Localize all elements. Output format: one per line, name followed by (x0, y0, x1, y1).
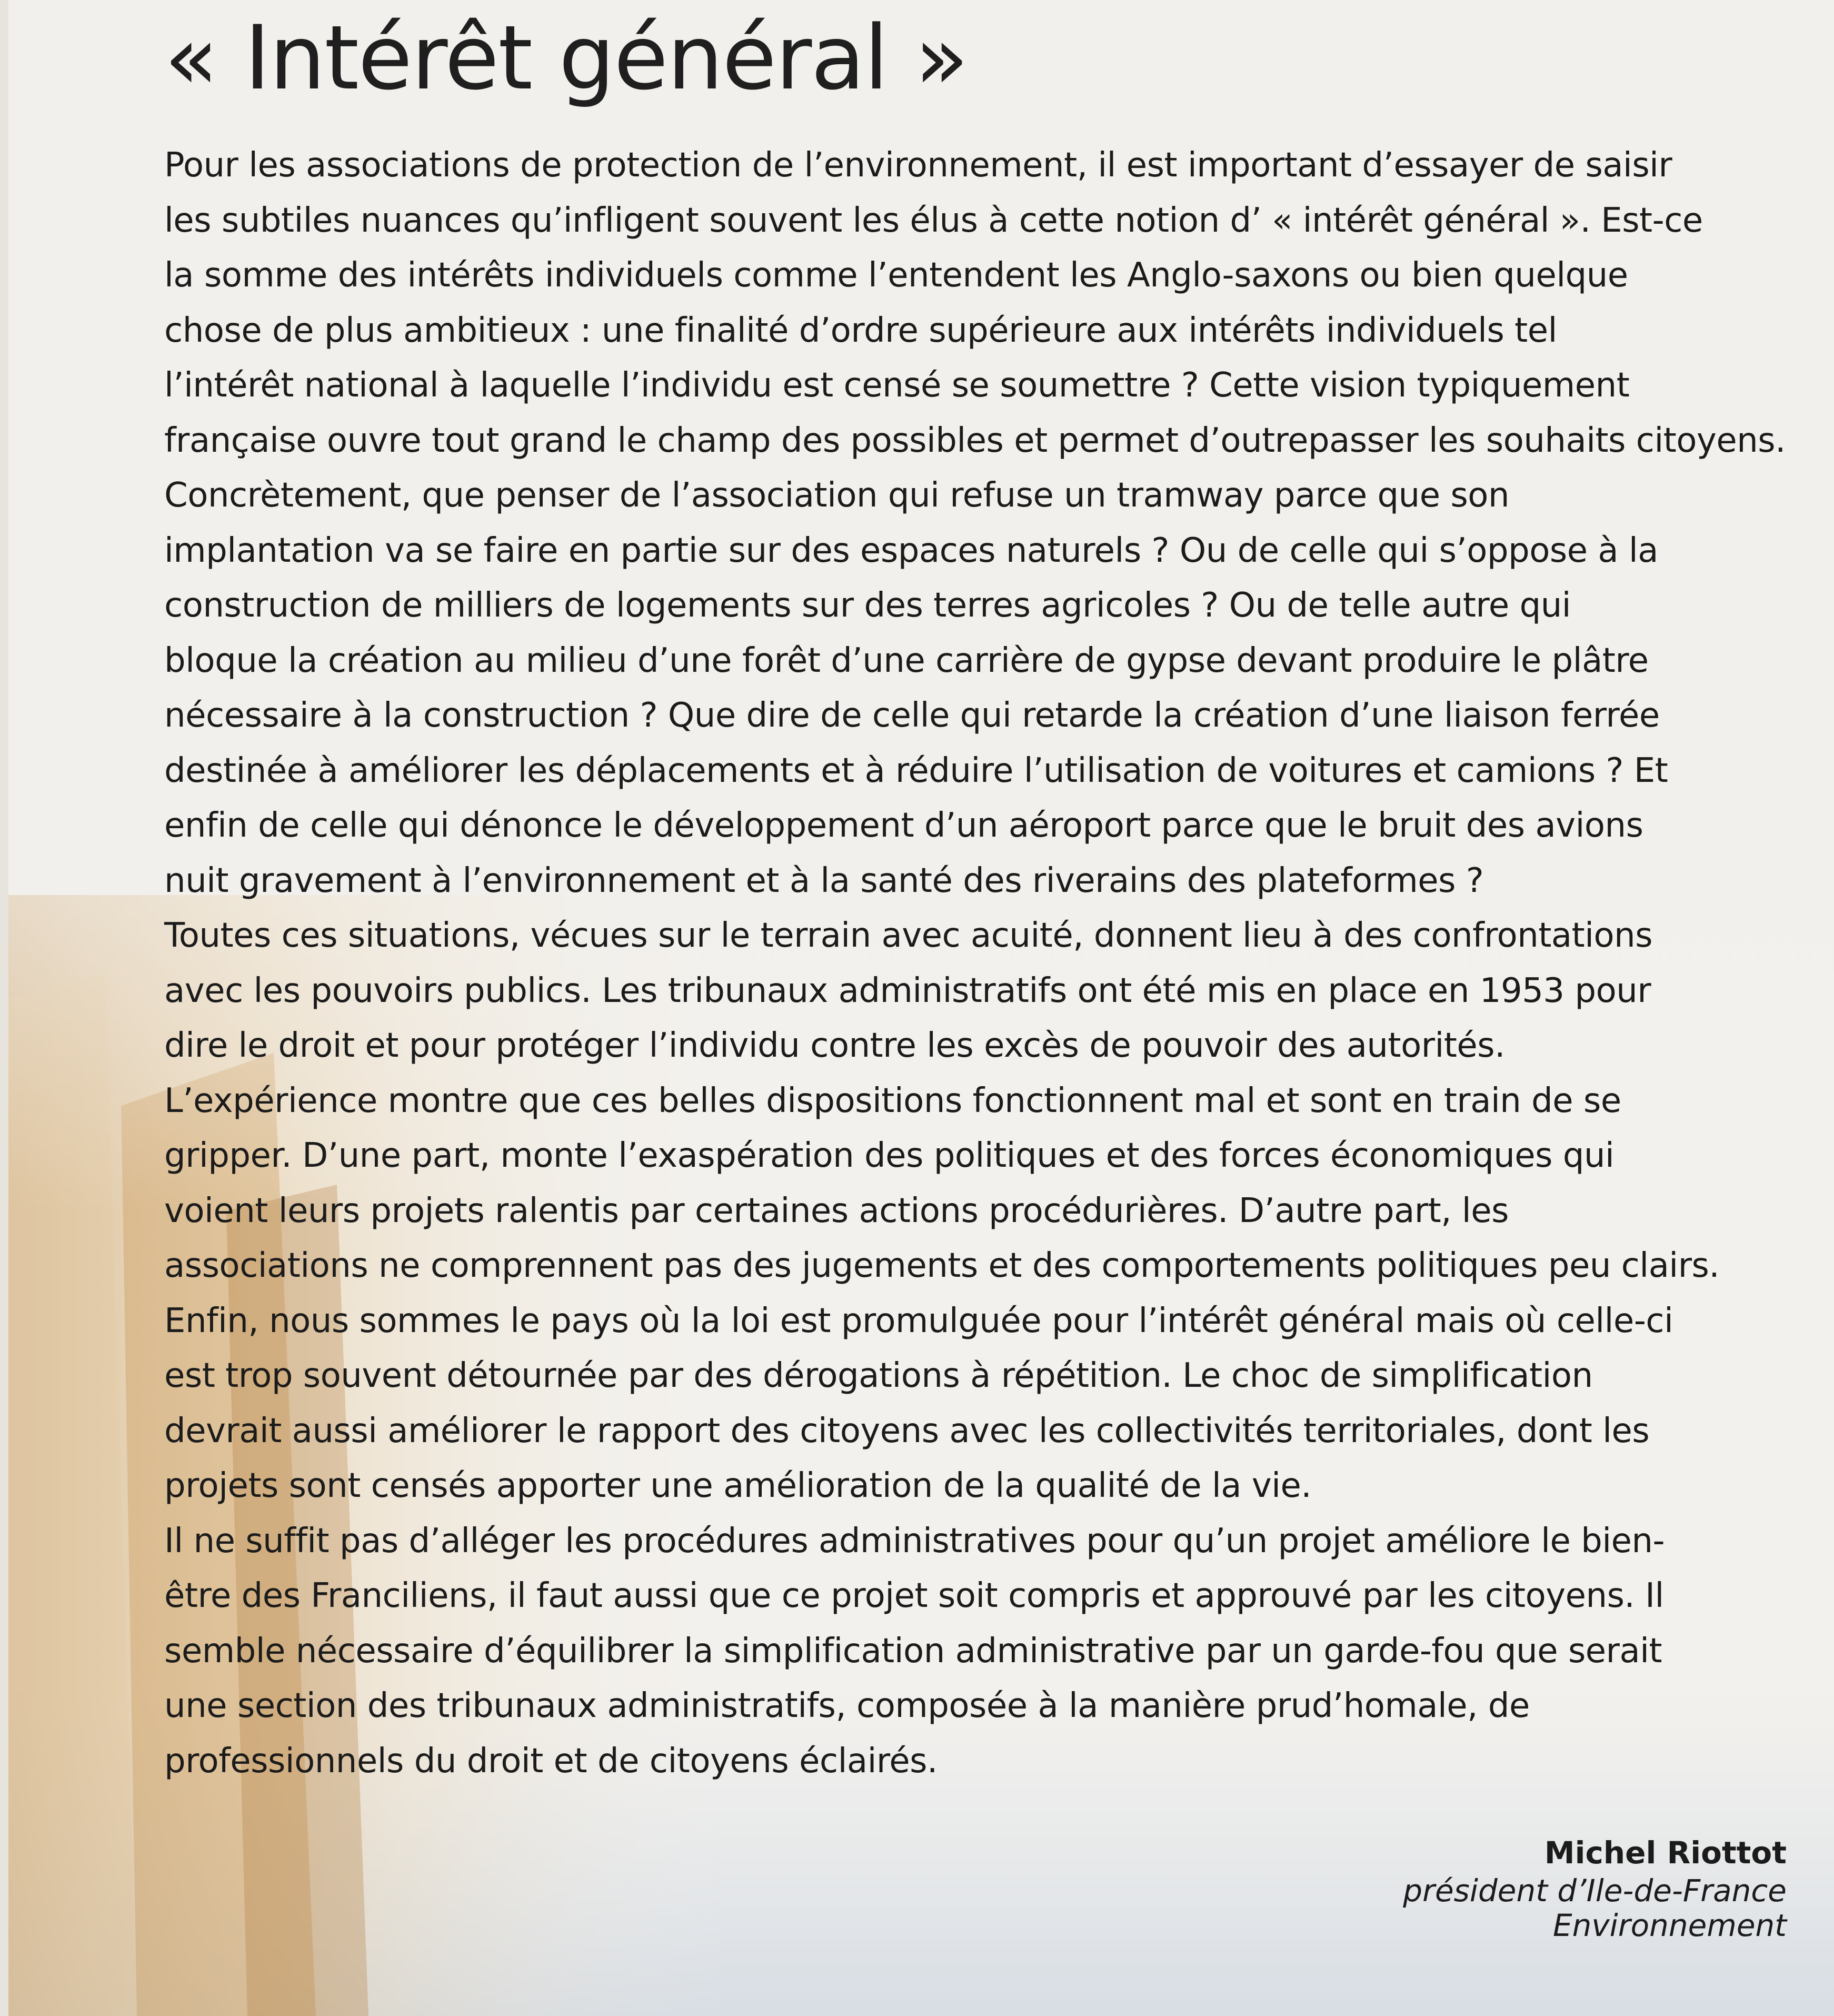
body-line: Pour les associations de protection de l’environnement, il est important d’essayer de saisir (164, 146, 1672, 185)
body-line: est trop souvent détournée par des dérogations à répétition. Le choc de simplification (164, 1356, 1593, 1395)
author-role-line-1: président d’Ile-de-France (1403, 1873, 1787, 1909)
body-line: les subtiles nuances qu’infligent souvent les élus à cette notion d’ « intérêt général ». Est-ce (164, 201, 1703, 240)
body-line: devrait aussi améliorer le rapport des citoyens avec les collectivités territoriales, dont les (164, 1411, 1650, 1451)
body-line: dire le droit et pour protéger l’individu contre les excès de pouvoir des autorités. (164, 1026, 1505, 1065)
body-line: avec les pouvoirs publics. Les tribunaux administratifs ont été mis en place en 1953 pour (164, 971, 1651, 1010)
body-line: Enfin, nous sommes le pays où la loi est promulguée pour l’intérêt général mais où celle-ci (164, 1301, 1673, 1340)
body-line: associations ne comprennent pas des jugements et des comportements politiques peu clairs. (164, 1246, 1720, 1285)
body-line: être des Franciliens, il faut aussi que ce projet soit compris et approuvé par les citoyens. Il (164, 1576, 1664, 1615)
body-line: bloque la création au milieu d’une forêt d’une carrière de gypse devant produire le plâtre (164, 641, 1649, 680)
article-body (164, 138, 1791, 1789)
body-line: implantation va se faire en partie sur des espaces naturels ? Ou de celle qui s’oppose à la (164, 531, 1658, 570)
author-name: Michel Riottot (1544, 1835, 1787, 1871)
body-line: Toutes ces situations, vécues sur le terrain avec acuité, donnent lieu à des confrontations (164, 916, 1653, 955)
body-line: construction de milliers de logements sur des terres agricoles ? Ou de telle autre qui (164, 586, 1571, 625)
body-line: chose de plus ambitieux : une finalité d’ordre supérieure aux intérêts individuels tel (164, 311, 1557, 350)
body-line: Il ne suffit pas d’alléger les procédures administratives pour qu’un projet améliore le bien- (164, 1521, 1665, 1561)
body-line: semble nécessaire d’équilibrer la simplification administrative par un garde-fou que serait (164, 1631, 1662, 1671)
article-title: « Intérêt général » (164, 6, 968, 110)
body-line: destinée à améliorer les déplacements et à réduire l’utilisation de voitures et camions ? Et (164, 751, 1668, 790)
body-line: enfin de celle qui dénonce le développement d’un aéroport parce que le bruit des avions (164, 806, 1643, 845)
body-line: la somme des intérêts individuels comme l’entendent les Anglo-saxons ou bien quelque (164, 256, 1628, 295)
body-line: L’expérience montre que ces belles dispositions fonctionnent mal et sont en train de se (164, 1081, 1621, 1120)
body-line: française ouvre tout grand le champ des possibles et permet d’outrepasser les souhaits citoyens. (164, 421, 1786, 460)
body-line: Concrètement, que penser de l’association qui refuse un tramway parce que son (164, 476, 1509, 515)
body-line: une section des tribunaux administratifs, composée à la manière prud’homale, de (164, 1686, 1530, 1725)
body-line: nuit gravement à l’environnement et à la santé des riverains des plateformes ? (164, 861, 1484, 900)
body-line: voient leurs projets ralentis par certaines actions procédurières. D’autre part, les (164, 1191, 1509, 1230)
author-role-line-2: Environnement (1552, 1908, 1787, 1943)
body-line: l’intérêt national à laquelle l’individu est censé se soumettre ? Cette vision typiquement (164, 366, 1630, 405)
body-line: nécessaire à la construction ? Que dire de celle qui retarde la création d’une liaison ferrée (164, 696, 1660, 735)
signature-block (1403, 1832, 1787, 1943)
body-line: gripper. D’une part, monte l’exaspération des politiques et des forces économiques qui (164, 1136, 1614, 1175)
body-line: professionnels du droit et de citoyens éclairés. (164, 1741, 938, 1781)
body-line: projets sont censés apporter une amélioration de la qualité de la vie. (164, 1466, 1312, 1505)
